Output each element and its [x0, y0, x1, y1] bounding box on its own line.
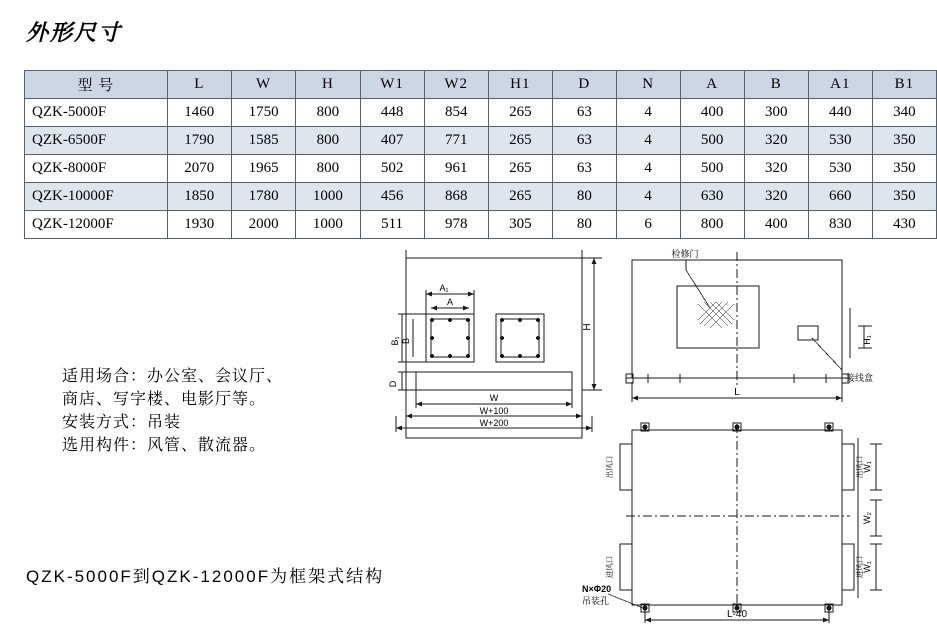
table-cell: 660: [808, 183, 872, 211]
table-cell: 4: [616, 99, 680, 127]
dim-label-l40: L-40: [726, 609, 748, 620]
table-cell: 448: [360, 99, 424, 127]
table-cell: 320: [744, 127, 808, 155]
dim-label-w: W: [489, 393, 499, 403]
table-cell: 1930: [167, 211, 231, 239]
table-cell: 500: [680, 155, 744, 183]
dim-label-w100: W+100: [479, 406, 509, 416]
table-header-cell: W2: [424, 71, 488, 99]
table-cell: 80: [552, 211, 616, 239]
table-header: [25, 71, 937, 99]
table-cell: 305: [488, 211, 552, 239]
table-cell: 1790: [167, 127, 231, 155]
table-cell: 4: [616, 127, 680, 155]
table-body: [25, 99, 937, 239]
label-outlet-left: 出风口: [605, 455, 614, 479]
table-cell: 771: [424, 127, 488, 155]
table-cell: 350: [872, 127, 936, 155]
table-cell: 800: [296, 127, 360, 155]
table-row: [25, 183, 937, 211]
table-cell: 407: [360, 127, 424, 155]
table-cell: 350: [872, 183, 936, 211]
table-cell: 1750: [231, 99, 295, 127]
table-cell: 320: [744, 183, 808, 211]
note-line: 选用构件：风管、散流器。: [62, 437, 267, 454]
table-header-cell: A1: [808, 71, 872, 99]
table-cell: 530: [808, 127, 872, 155]
table-cell: 340: [872, 99, 936, 127]
table-cell: 440: [808, 99, 872, 127]
dim-label-h1: H₁: [862, 335, 872, 345]
specification-table: [24, 70, 937, 239]
dim-label-w1-lower: W₁: [862, 561, 872, 573]
table-row: [25, 155, 937, 183]
table-cell-model: QZK-8000F: [25, 155, 168, 183]
table-cell: 320: [744, 155, 808, 183]
table-cell: 265: [488, 99, 552, 127]
table-cell: 978: [424, 211, 488, 239]
table-cell: 400: [680, 99, 744, 127]
page-title: 外形尺寸: [26, 20, 123, 45]
table-cell: 2070: [167, 155, 231, 183]
table-cell: 1460: [167, 99, 231, 127]
table-cell: 265: [488, 127, 552, 155]
application-notes: [62, 365, 283, 457]
dim-label-l: L: [734, 387, 740, 398]
table-cell: 2000: [231, 211, 295, 239]
table-cell: 4: [616, 155, 680, 183]
table-header-cell: L: [167, 71, 231, 99]
label-outlet-right: 出风口: [855, 455, 864, 479]
table-cell: 80: [552, 183, 616, 211]
dim-label-w200: W+200: [479, 418, 509, 428]
table-cell: 265: [488, 155, 552, 183]
table-cell: 830: [808, 211, 872, 239]
table-header-cell: H1: [488, 71, 552, 99]
table-cell: 500: [680, 127, 744, 155]
label-inlet-right: 进风口: [855, 555, 864, 579]
table-cell: 456: [360, 183, 424, 211]
table-header-cell: A: [680, 71, 744, 99]
table-header-cell: 型 号: [25, 71, 168, 99]
structure-note: QZK-5000F到QZK-12000F为框架式结构: [26, 567, 385, 586]
table-cell: 63: [552, 127, 616, 155]
dim-label-a1: A₁: [439, 283, 449, 293]
table-cell: 4: [616, 183, 680, 211]
note-line: 适用场合：办公室、会议厅、: [62, 368, 284, 385]
table-cell: 1965: [231, 155, 295, 183]
table-row: [25, 99, 937, 127]
table-cell: 630: [680, 183, 744, 211]
table-cell: 400: [744, 211, 808, 239]
table-cell: 350: [872, 155, 936, 183]
table-cell: 854: [424, 99, 488, 127]
table-cell: 961: [424, 155, 488, 183]
table-cell: 6: [616, 211, 680, 239]
table-cell: 800: [680, 211, 744, 239]
dim-label-h: H: [582, 323, 593, 331]
table-cell: 511: [360, 211, 424, 239]
table-cell-model: QZK-6500F: [25, 127, 168, 155]
table-cell: 300: [744, 99, 808, 127]
table-cell: 530: [808, 155, 872, 183]
table-header-cell: W: [231, 71, 295, 99]
dim-label-w1: W₁: [862, 461, 872, 473]
table-cell: 502: [360, 155, 424, 183]
label-mounting-hole-spec: N×Φ20: [582, 584, 612, 594]
table-cell: 800: [296, 99, 360, 127]
note-line: 商店、写字楼、电影厅等。: [62, 391, 267, 408]
table-cell: 265: [488, 183, 552, 211]
label-inlet-left: 进风口: [605, 555, 614, 579]
table-header-row: [25, 71, 937, 99]
dim-label-a: A: [446, 297, 454, 307]
table-cell-model: QZK-10000F: [25, 183, 168, 211]
note-line: 安装方式：吊装: [62, 414, 182, 431]
dim-label-b1: B₁: [390, 336, 400, 346]
table-cell: 1585: [231, 127, 295, 155]
dim-label-w2: W₂: [862, 512, 872, 524]
dim-label-d: D: [388, 380, 398, 388]
table-header-cell: W1: [360, 71, 424, 99]
label-junction-box: 接线盒: [846, 373, 874, 383]
table-row: [25, 211, 937, 239]
dim-label-b: B: [401, 337, 411, 345]
table-cell: 1780: [231, 183, 295, 211]
table-cell: 1000: [296, 183, 360, 211]
table-row: [25, 127, 937, 155]
table-header-cell: B: [744, 71, 808, 99]
table-cell: 63: [552, 99, 616, 127]
table-cell-model: QZK-12000F: [25, 211, 168, 239]
table-header-cell: H: [296, 71, 360, 99]
label-inspection-door: 检修门: [671, 249, 699, 259]
table-cell: 63: [552, 155, 616, 183]
label-mounting-hole: 吊装孔: [582, 596, 610, 606]
table-cell-model: QZK-5000F: [25, 99, 168, 127]
table-cell: 868: [424, 183, 488, 211]
table-cell: 800: [296, 155, 360, 183]
table-header-cell: N: [616, 71, 680, 99]
table-cell: 1000: [296, 211, 360, 239]
technical-drawing: [380, 248, 925, 623]
table-header-cell: B1: [872, 71, 936, 99]
table-header-cell: D: [552, 71, 616, 99]
table-cell: 430: [872, 211, 936, 239]
table-cell: 1850: [167, 183, 231, 211]
